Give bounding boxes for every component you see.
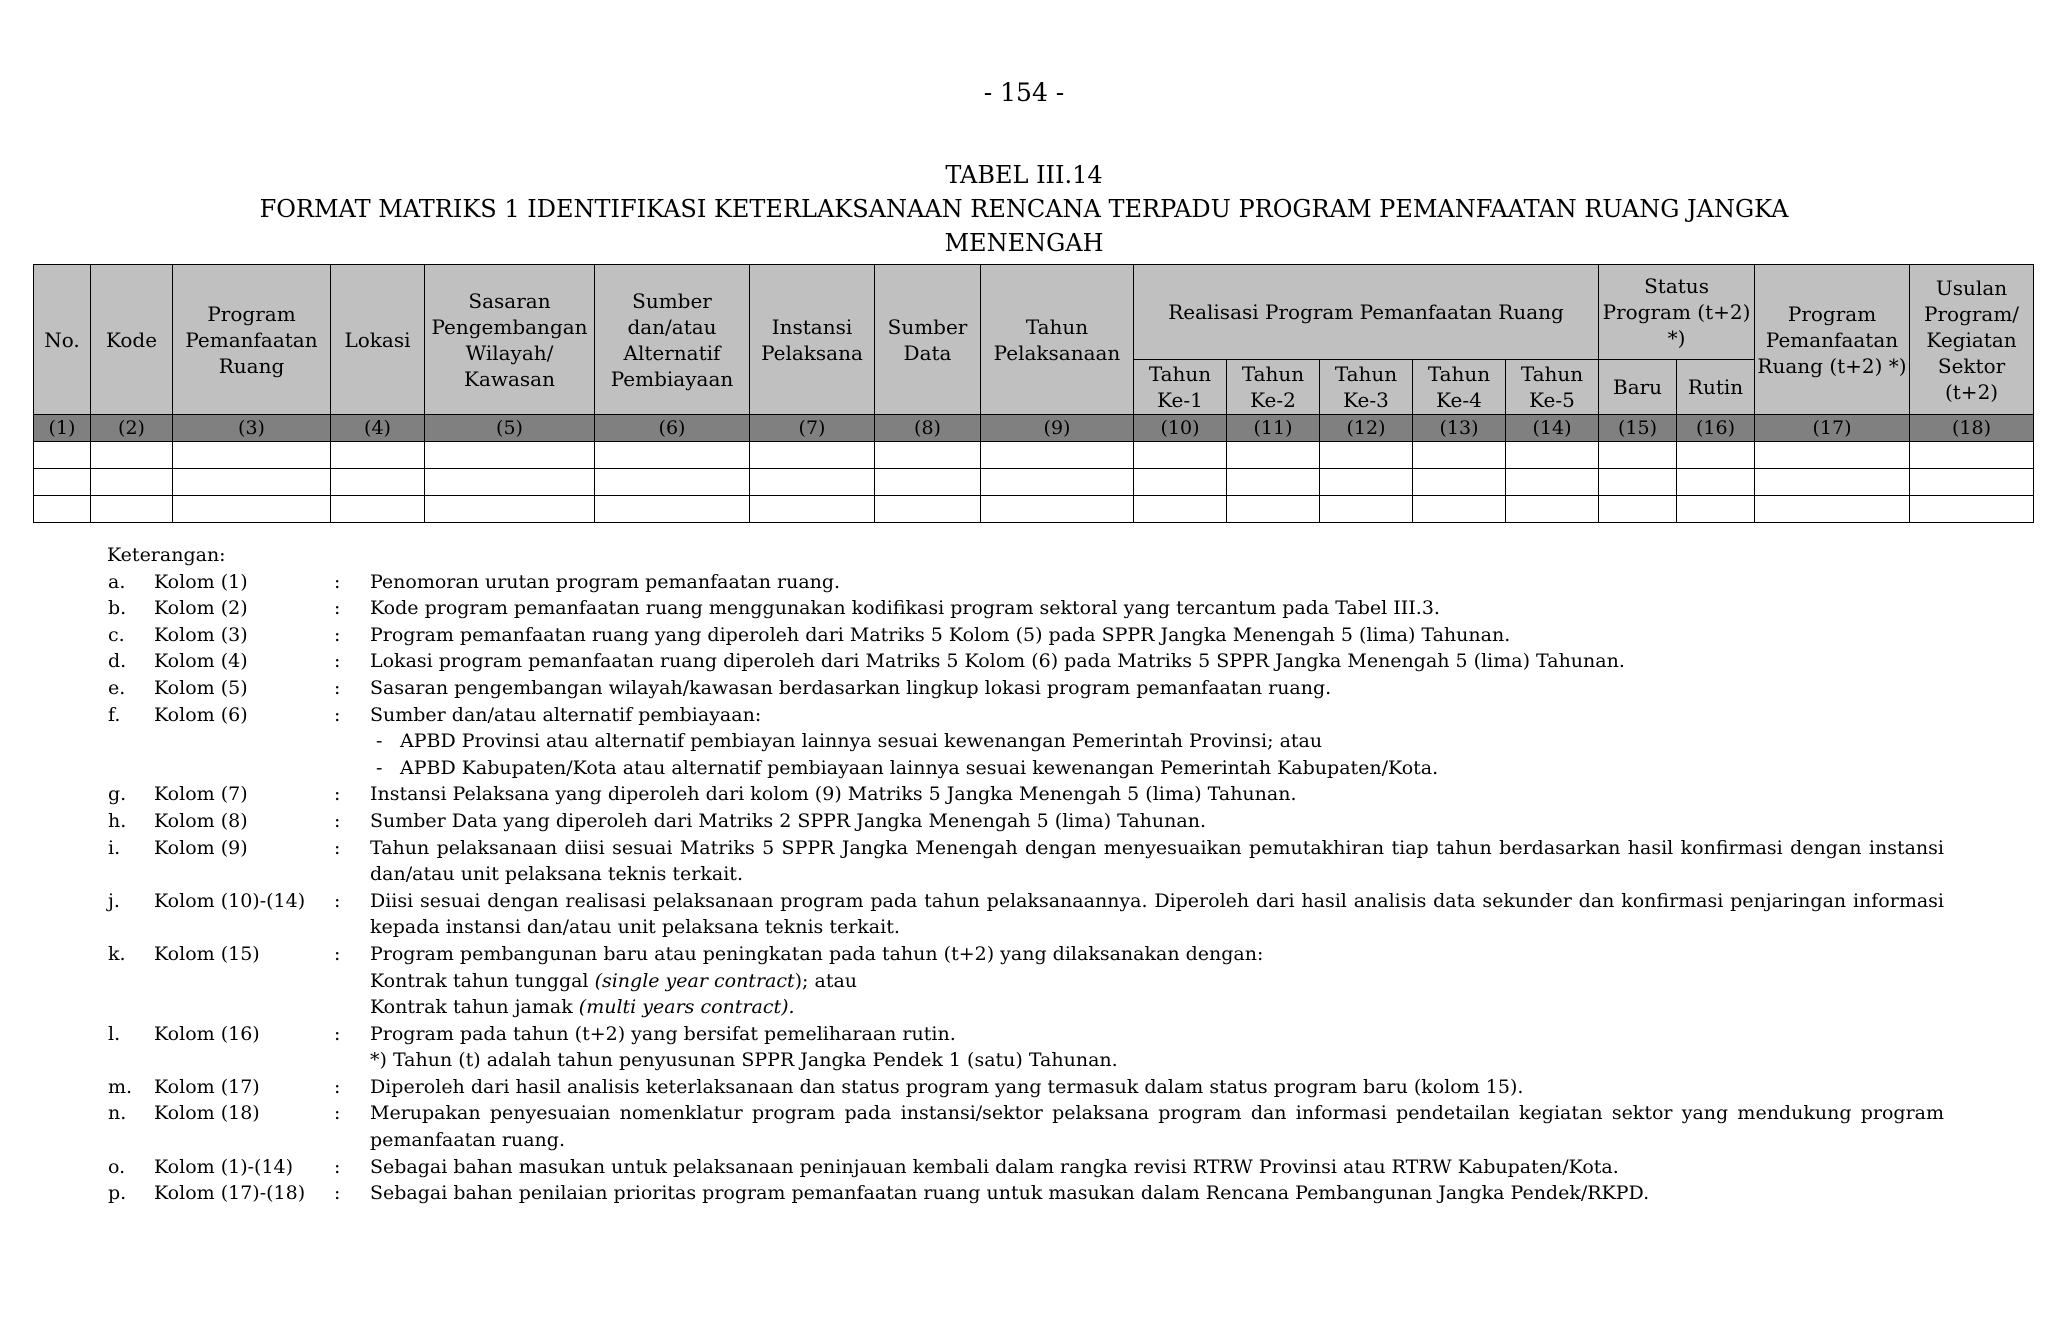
note-colon: : <box>334 570 341 593</box>
note-text-plain: ); atau <box>794 969 858 992</box>
note-column: Kolom (6) <box>154 703 248 726</box>
note-colon: : <box>334 703 341 726</box>
note-colon: : <box>334 650 341 673</box>
header-tahun-ke-2: Tahun Ke-2 <box>1227 360 1320 415</box>
note-column: Kolom (8) <box>154 809 248 832</box>
col-number: (11) <box>1227 415 1320 442</box>
note-text <box>370 702 1944 782</box>
note-text-line: Program pada tahun (t+2) yang bersifat pemeliharaan rutin. <box>370 1022 956 1045</box>
note-letter: h. <box>108 809 127 832</box>
note-item <box>108 941 1944 1021</box>
header-rutin: Rutin <box>1677 360 1755 415</box>
note-letter: g. <box>108 783 127 806</box>
header-usulan: Usulan Program/ Kegiatan Sektor (t+2) <box>1910 265 2034 415</box>
note-text-line: Sumber dan/atau alternatif pembiayaan: <box>370 703 762 726</box>
page-number: - 154 - <box>983 78 1065 107</box>
note-column: Kolom (17)-(18) <box>154 1182 306 1205</box>
note-item <box>108 675 1944 702</box>
note-item <box>108 1180 1944 1207</box>
note-colon: : <box>334 889 341 912</box>
note-column: Kolom (1) <box>154 570 248 593</box>
note-colon: : <box>334 1155 341 1178</box>
header-kode: Kode <box>91 265 173 415</box>
note-item <box>108 702 1944 782</box>
note-column: Kolom (5) <box>154 676 248 699</box>
note-item <box>108 1021 1944 1074</box>
note-letter: j. <box>108 889 120 912</box>
note-colon: : <box>334 676 341 699</box>
note-column: Kolom (18) <box>154 1102 260 1125</box>
note-item <box>108 648 1944 675</box>
note-column: Kolom (16) <box>154 1022 260 1045</box>
header-realisasi: Realisasi Program Pemanfaatan Ruang <box>1134 265 1599 360</box>
note-column: Kolom (7) <box>154 783 248 806</box>
col-number: (4) <box>331 415 425 442</box>
note-item <box>108 781 1944 808</box>
note-letter: c. <box>108 623 125 646</box>
notes-title: Keterangan: <box>107 544 226 566</box>
note-text <box>370 1021 1944 1074</box>
note-column: Kolom (15) <box>154 942 260 965</box>
note-column: Kolom (4) <box>154 650 248 673</box>
note-colon: : <box>334 942 341 965</box>
col-number: (13) <box>1413 415 1506 442</box>
note-text: Instansi Pelaksana yang diperoleh dari kolom (9) Matriks 5 Jangka Menengah 5 (lima) Tahunan. <box>370 783 1297 806</box>
header-program-t2: Program Pemanfaatan Ruang (t+2) *) <box>1755 265 1910 415</box>
empty-table-row <box>34 496 2034 523</box>
col-number: (15) <box>1599 415 1677 442</box>
dash-bullet: - <box>376 730 383 753</box>
note-text-line <box>370 994 1944 1021</box>
header-tahun-ke-4: Tahun Ke-4 <box>1413 360 1506 415</box>
note-text: Sumber Data yang diperoleh dari Matriks 2 SPPR Jangka Menengah 5 (lima) Tahunan. <box>370 809 1206 832</box>
col-number: (16) <box>1677 415 1755 442</box>
title-line-2: FORMAT MATRIKS 1 IDENTIFIKASI KETERLAKSANAAN RENCANA TERPADU PROGRAM PEMANFAATAN RUANG JANGKA <box>259 195 1789 223</box>
header-lokasi: Lokasi <box>331 265 425 415</box>
note-text-italic: (multi years contract). <box>578 996 795 1019</box>
col-number: (9) <box>981 415 1134 442</box>
note-item <box>108 622 1944 649</box>
note-text: Merupakan penyesuaian nomenklatur program pada instansi/sektor pelaksana program dan informasi pendetailan kegiatan sektor yang mendukung program pemanfaatan ruang. <box>370 1102 1944 1152</box>
note-letter: o. <box>108 1155 126 1178</box>
col-number: (12) <box>1320 415 1413 442</box>
col-number: (10) <box>1134 415 1227 442</box>
note-letter: p. <box>108 1182 127 1205</box>
col-number: (18) <box>1910 415 2034 442</box>
col-number: (14) <box>1506 415 1599 442</box>
note-column: Kolom (2) <box>154 597 248 620</box>
note-colon: : <box>334 783 341 806</box>
note-sub-text: APBD Kabupaten/Kota atau alternatif pembiayaan lainnya sesuai kewenangan Pemerintah Kabupaten/Kota. <box>400 756 1439 779</box>
column-number-row <box>34 415 2034 442</box>
note-item <box>108 569 1944 596</box>
note-text-plain: Kontrak tahun tunggal <box>370 969 595 992</box>
note-text: Program pemanfaatan ruang yang diperoleh dari Matriks 5 Kolom (5) pada SPPR Jangka Menengah 5 (lima) Tahunan. <box>370 623 1511 646</box>
col-number: (7) <box>750 415 875 442</box>
title-line-1: TABEL III.14 <box>945 161 1103 189</box>
header-status: Status Program (t+2) *) <box>1599 265 1755 360</box>
note-item <box>108 1154 1944 1181</box>
note-text-line <box>370 968 1944 995</box>
note-letter: e. <box>108 676 126 699</box>
header-tahun-ke-5: Tahun Ke-5 <box>1506 360 1599 415</box>
note-item <box>108 595 1944 622</box>
note-text: Kode program pemanfaatan ruang menggunakan kodifikasi program sektoral yang tercantum pada Tabel III.3. <box>370 597 1440 620</box>
header-program: Program Pemanfaatan Ruang <box>173 265 331 415</box>
col-number: (8) <box>875 415 981 442</box>
note-colon: : <box>334 836 341 859</box>
note-text <box>370 941 1944 1021</box>
note-text: Sebagai bahan penilaian prioritas program pemanfaatan ruang untuk masukan dalam Rencana Pembangunan Jangka Pendek/RKPD. <box>370 1182 1650 1205</box>
note-colon: : <box>334 597 341 620</box>
note-colon: : <box>334 1102 341 1125</box>
note-letter: l. <box>108 1022 121 1045</box>
note-colon: : <box>334 1182 341 1205</box>
table-title <box>120 158 1928 260</box>
note-item <box>108 1074 1944 1101</box>
header-sumber-dana: Sumber dan/atau Alternatif Pembiayaan <box>595 265 750 415</box>
note-column: Kolom (3) <box>154 623 248 646</box>
note-colon: : <box>334 1022 341 1045</box>
note-text-line: Program pembangunan baru atau peningkatan pada tahun (t+2) yang dilaksanakan dengan: <box>370 942 1264 965</box>
note-column: Kolom (17) <box>154 1075 260 1098</box>
note-text-italic: (single year contract <box>594 969 795 992</box>
header-sasaran: Sasaran Pengembangan Wilayah/ Kawasan <box>425 265 595 415</box>
col-number: (6) <box>595 415 750 442</box>
note-colon: : <box>334 809 341 832</box>
note-text-plain: Kontrak tahun jamak <box>370 996 579 1019</box>
col-number: (1) <box>34 415 91 442</box>
header-baru: Baru <box>1599 360 1677 415</box>
note-letter: a. <box>108 570 126 593</box>
note-text: Sasaran pengembangan wilayah/kawasan berdasarkan lingkup lokasi program pemanfaatan ruang. <box>370 676 1332 699</box>
col-number: (5) <box>425 415 595 442</box>
note-text: Tahun pelaksanaan diisi sesuai Matriks 5 SPPR Jangka Menengah dengan menyesuaikan pemutakhiran tiap tahun berdasarkan hasil konfirmasi dengan instansi dan/atau unit pelaksana teknis terkait. <box>370 836 1944 886</box>
note-sub-text: APBD Provinsi atau alternatif pembiayan lainnya sesuai kewenangan Pemerintah Provinsi; atau <box>400 730 1323 753</box>
note-colon: : <box>334 623 341 646</box>
matrix-table <box>33 264 2034 523</box>
col-number: (2) <box>91 415 173 442</box>
note-colon: : <box>334 1075 341 1098</box>
note-column: Kolom (1)-(14) <box>154 1155 294 1178</box>
note-sub-item <box>370 755 1944 782</box>
note-column: Kolom (10)-(14) <box>154 889 306 912</box>
note-sub-item <box>370 728 1944 755</box>
col-number: (3) <box>173 415 331 442</box>
col-number: (17) <box>1755 415 1910 442</box>
note-letter: k. <box>108 942 126 965</box>
note-letter: d. <box>108 650 127 673</box>
header-tahun-pelaksanaan: Tahun Pelaksanaan <box>981 265 1134 415</box>
note-column: Kolom (9) <box>154 836 248 859</box>
note-text-line: *) Tahun (t) adalah tahun penyusunan SPPR Jangka Pendek 1 (satu) Tahunan. <box>370 1049 1118 1072</box>
note-item <box>108 1100 1944 1153</box>
note-text: Penomoran urutan program pemanfaatan ruang. <box>370 570 841 593</box>
note-item <box>108 808 1944 835</box>
notes-section <box>108 542 1944 1207</box>
note-item <box>108 835 1944 888</box>
header-tahun-ke-1: Tahun Ke-1 <box>1134 360 1227 415</box>
note-text: Diisi sesuai dengan realisasi pelaksanaan program pada tahun pelaksanaannya. Diperoleh dari hasil analisis data sekunder dan konfirmasi penjaringan informasi kepada instansi dan/atau unit pelaksana teknis terkait. <box>370 889 1944 939</box>
note-letter: b. <box>108 597 127 620</box>
dash-bullet: - <box>376 756 383 779</box>
note-letter: n. <box>108 1102 127 1125</box>
title-line-3: MENENGAH <box>944 229 1104 257</box>
header-sumber-data: Sumber Data <box>875 265 981 415</box>
note-text: Diperoleh dari hasil analisis keterlaksanaan dan status program yang termasuk dalam status program baru (kolom 15). <box>370 1075 1524 1098</box>
empty-table-row <box>34 469 2034 496</box>
note-text: Lokasi program pemanfaatan ruang diperoleh dari Matriks 5 Kolom (6) pada Matriks 5 SPPR Jangka Menengah 5 (lima) Tahunan. <box>370 650 1625 673</box>
empty-table-row <box>34 442 2034 469</box>
note-text: Sebagai bahan masukan untuk pelaksanaan peninjauan kembali dalam rangka revisi RTRW Provinsi atau RTRW Kabupaten/Kota. <box>370 1155 1619 1178</box>
note-letter: i. <box>108 836 121 859</box>
header-instansi: Instansi Pelaksana <box>750 265 875 415</box>
header-no: No. <box>34 265 91 415</box>
note-letter: m. <box>108 1075 133 1098</box>
note-letter: f. <box>108 703 121 726</box>
note-item <box>108 888 1944 941</box>
header-tahun-ke-3: Tahun Ke-3 <box>1320 360 1413 415</box>
